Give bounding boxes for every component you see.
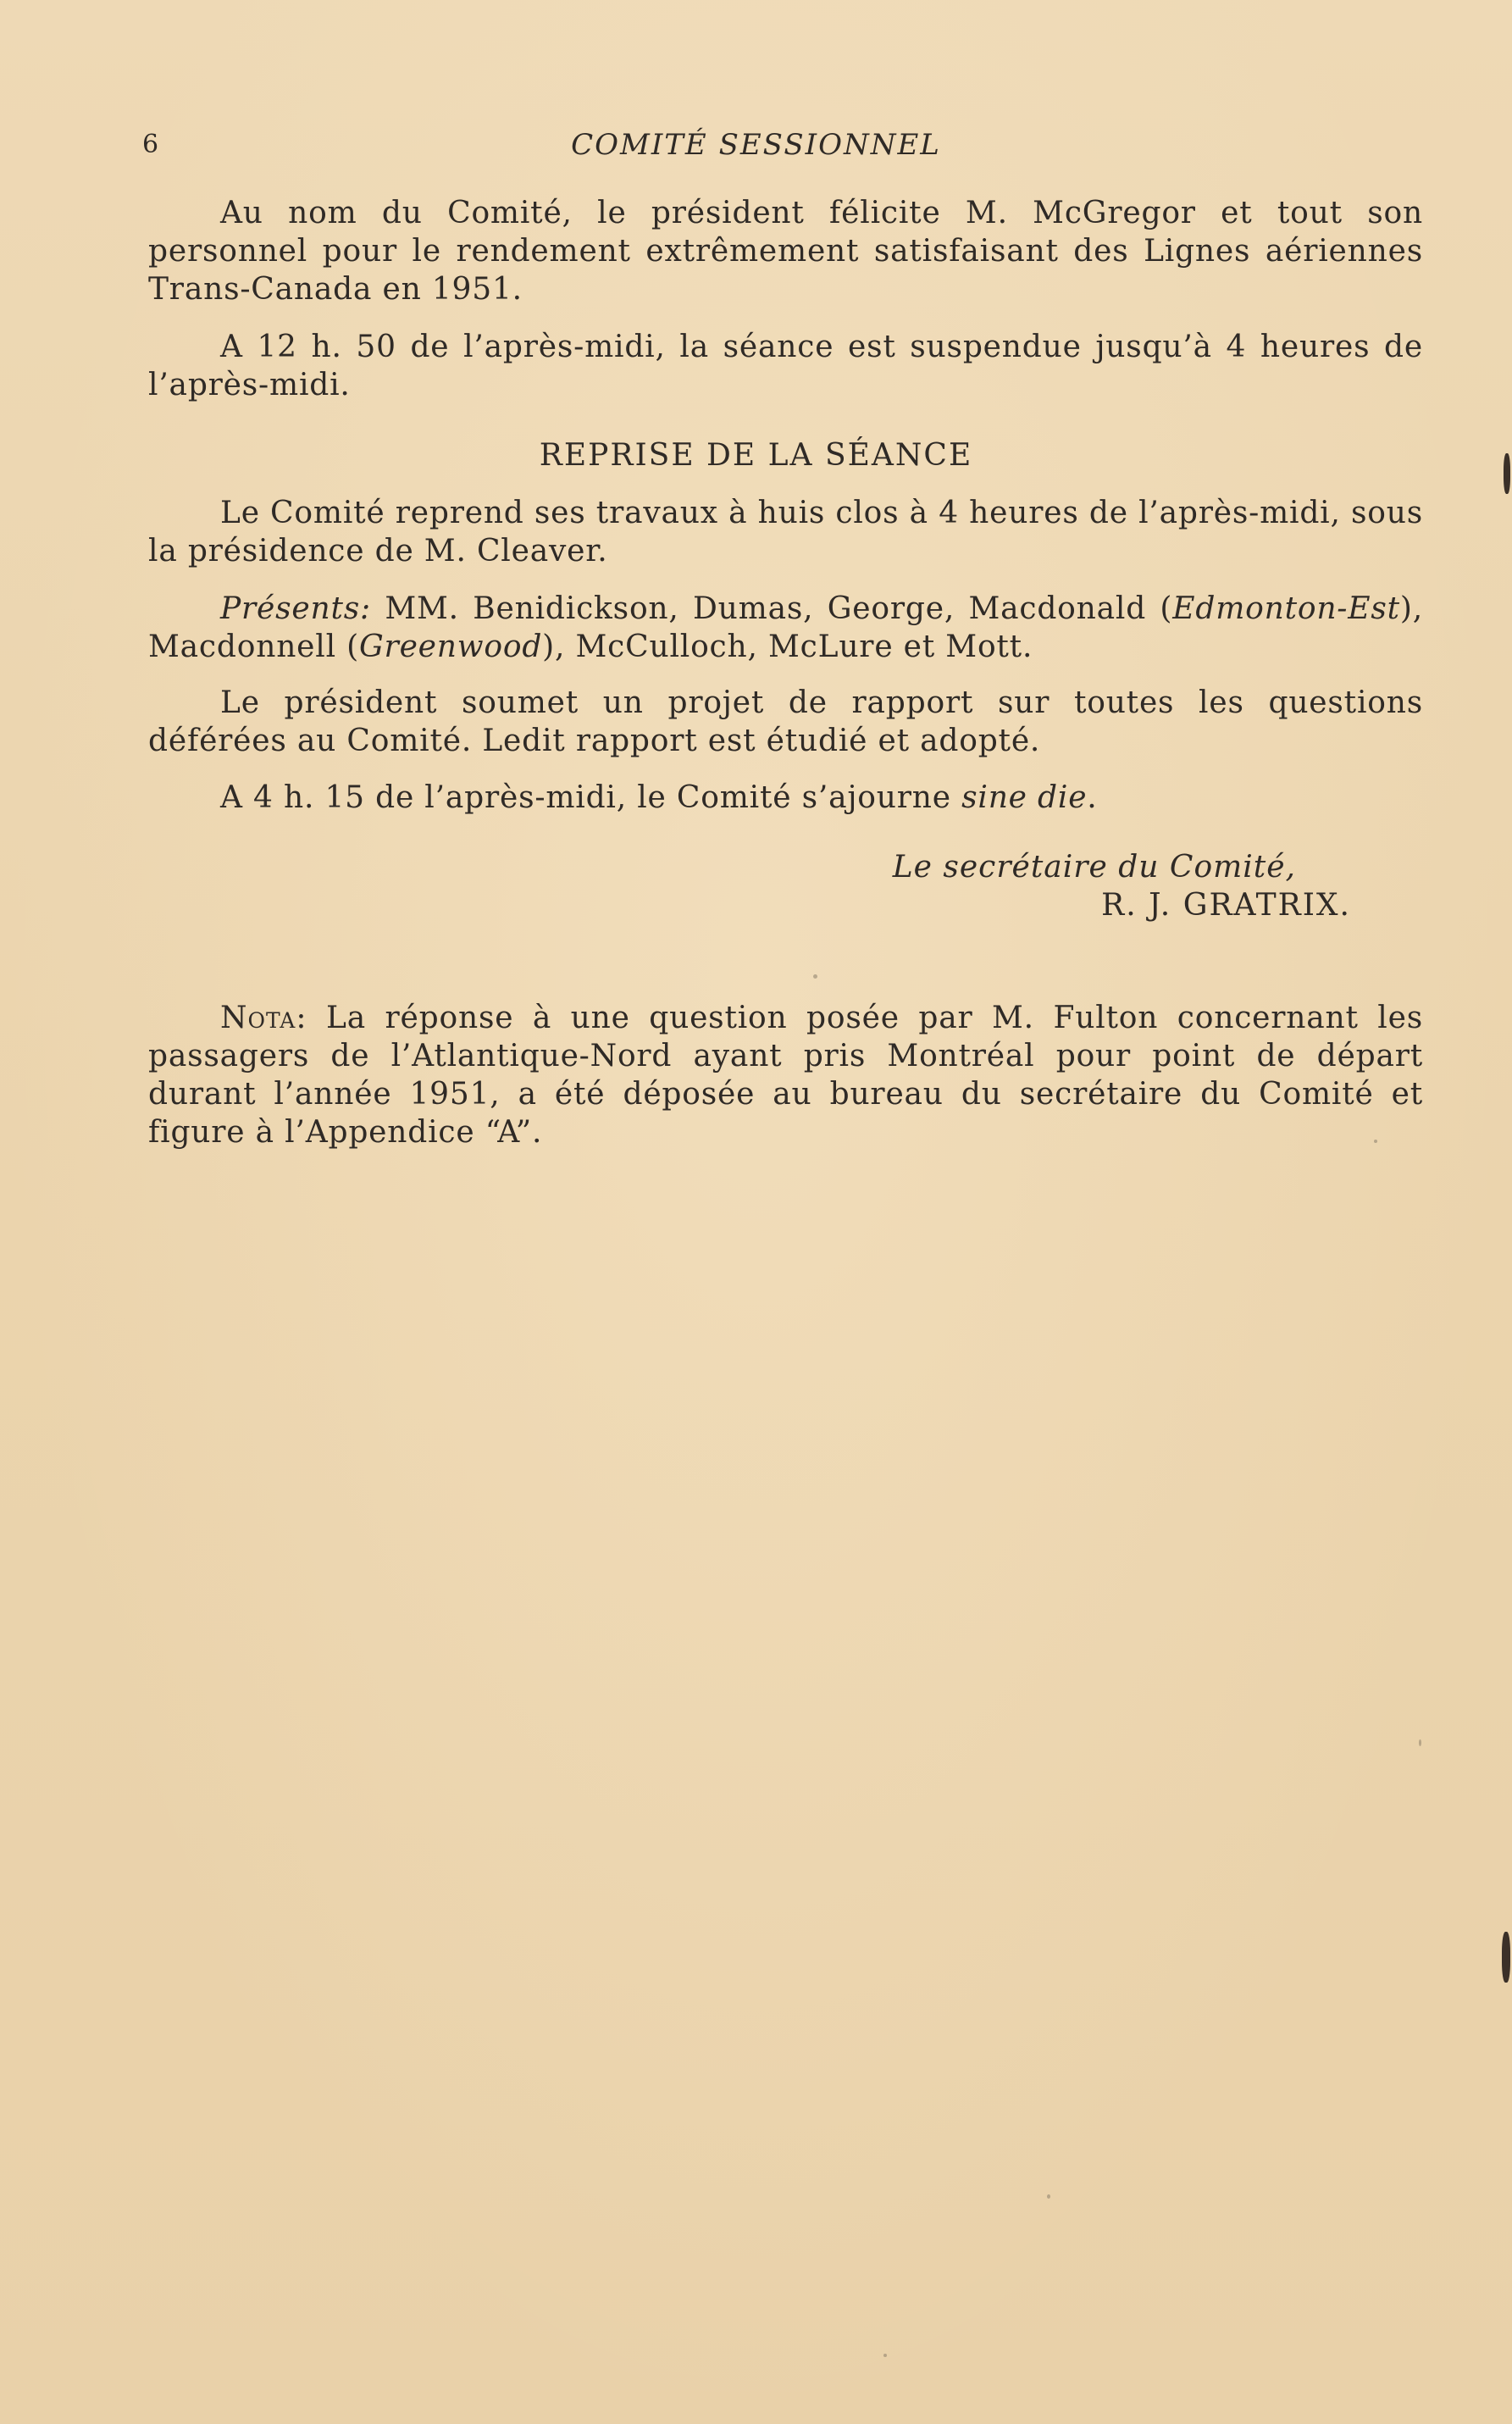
paper-speck	[1374, 1140, 1377, 1143]
adjournment-end: .	[1087, 780, 1098, 815]
paper-speck	[1419, 1739, 1421, 1746]
latin-phrase: sine die	[961, 780, 1088, 815]
paragraph-congratulations	[148, 194, 1423, 308]
paper-edge-mark	[1502, 1932, 1510, 1983]
paper-speck	[813, 974, 817, 979]
signature-name: R. J. GRATRIX.	[1101, 888, 1351, 923]
paragraph-text: Le Comité reprend ses travaux à huis clos à 4 heures de l’après-midi, sous la présidence de M. Cleaver.	[148, 496, 1423, 569]
nota-body: La réponse à une question posée par M. Fulton concernant les passagers de l’Atlantique-Nord ayant pris Montréal pour point de départ durant l’année 1951, a été déposée au bureau du secrétaire du Comité et figure à l’Appendice “A”.	[148, 1001, 1423, 1150]
adjournment-part: A 4 h. 15 de l’après-midi, le Comité s’ajourne	[220, 780, 962, 815]
page-number: 6	[142, 130, 160, 159]
nota-text	[148, 999, 1423, 1151]
present-label: Présents:	[220, 591, 371, 626]
paragraph-adjournment	[148, 779, 1423, 817]
signature-block	[893, 848, 1351, 924]
attendance-part: MM. Benidickson, Dumas, George, Macdonald (	[370, 591, 1173, 626]
paragraph-report	[148, 684, 1423, 760]
paragraph-text: Le président soumet un projet de rapport sur toutes les questions déférées au Comité. Ledit rapport est étudié et adopté.	[148, 685, 1423, 758]
paper-speck	[1047, 2194, 1050, 2199]
paragraph-text: Au nom du Comité, le président félicite M. McGregor et tout son personnel pour le rendement extrêmement satisfaisant des Lignes aériennes Trans-Canada en 1951.	[148, 196, 1423, 307]
section-heading: REPRISE DE LA SÉANCE	[539, 438, 973, 473]
paper-speck	[883, 2354, 887, 2357]
paragraph-resumption	[148, 494, 1423, 570]
paragraph-nota	[148, 999, 1423, 1151]
paragraph-suspension	[148, 328, 1423, 404]
adjournment-text	[148, 779, 1423, 817]
running-head: COMITÉ SESSIONNEL	[571, 128, 941, 162]
attendance-text	[148, 590, 1423, 666]
paper-edge-mark	[1504, 453, 1510, 494]
attendance-part: ), Macdonnell (	[148, 591, 1423, 664]
riding-name: Edmonton-Est	[1172, 591, 1400, 626]
paragraph-text: A 12 h. 50 de l’après-midi, la séance est suspendue jusqu’à 4 heures de l’après-midi.	[148, 330, 1423, 402]
paragraph-attendance	[148, 590, 1423, 666]
riding-name: Greenwood	[359, 630, 543, 664]
attendance-part: ), McCulloch, McLure et Mott.	[542, 630, 1033, 664]
signature-title: Le secrétaire du Comité,	[892, 850, 1296, 885]
nota-label: Nota:	[220, 1001, 307, 1035]
